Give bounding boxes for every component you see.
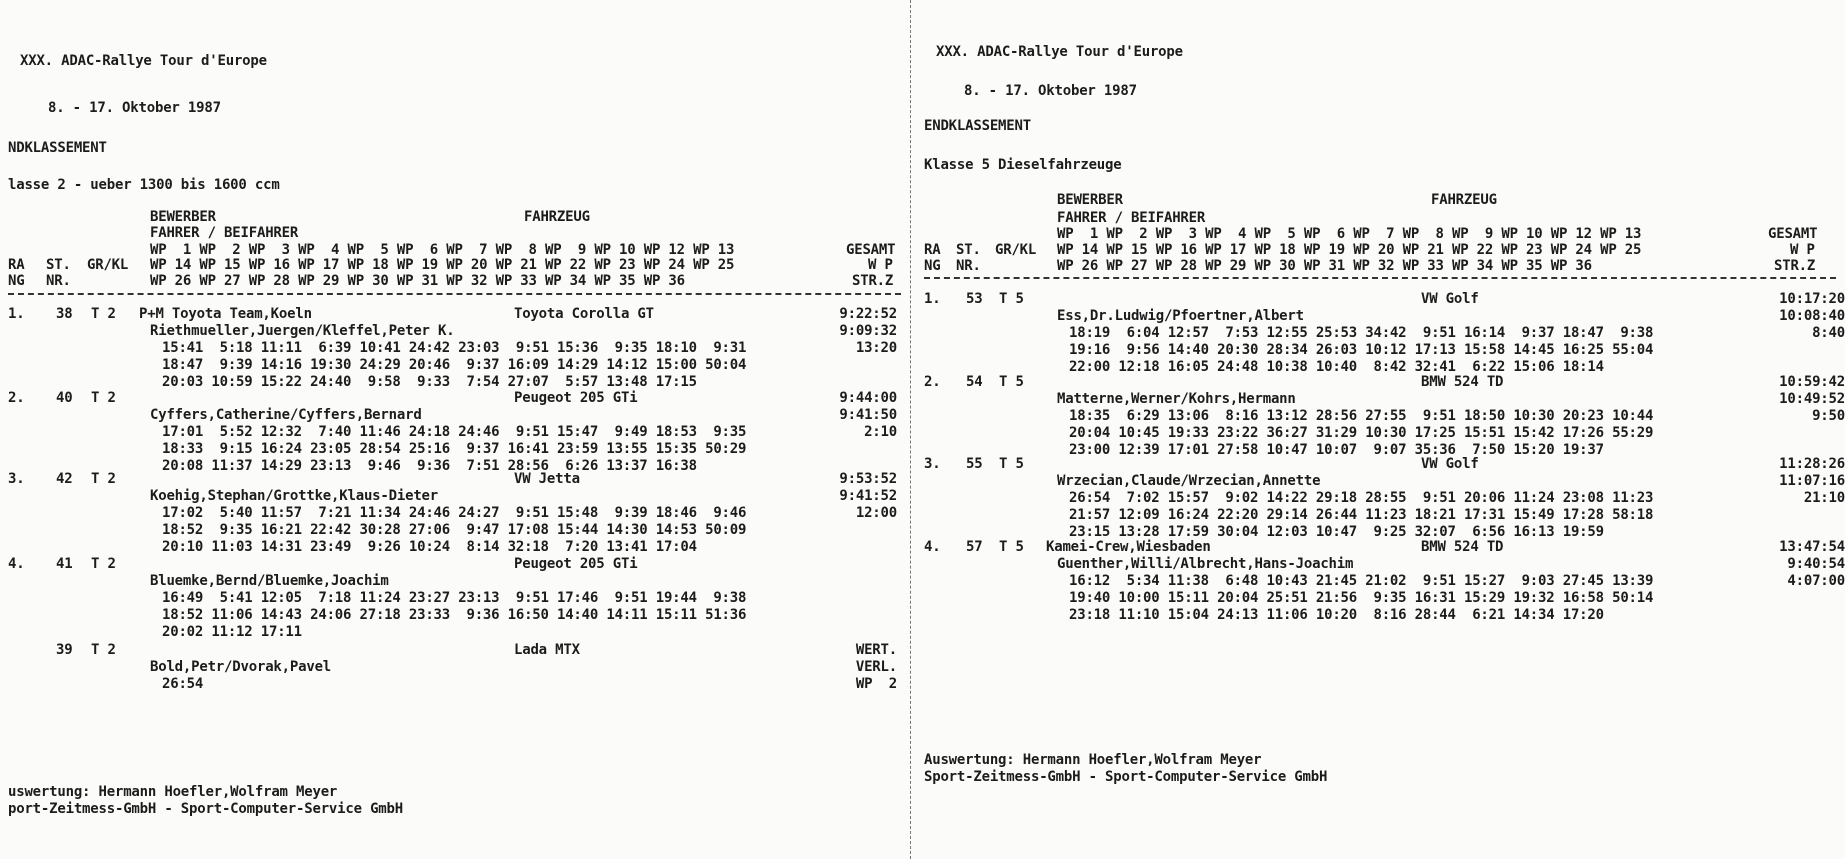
entry-times-row: 23:00 12:39 17:01 27:58 10:47 10:07 9:07 35:36 7:50 15:20 19:37 (1069, 442, 1604, 458)
entry-drivers: Bold,Petr/Dvorak,Pavel (150, 659, 332, 675)
header-strz: STR.Z (1774, 258, 1816, 274)
header-separator (8, 293, 901, 295)
entry-total: 4:07:00 (1787, 573, 1845, 589)
entry-bewerber: Kamei-Crew,Wiesbaden (1046, 539, 1211, 555)
entry-group: T 5 (999, 291, 1024, 307)
header-wp-row2: WP 14 WP 15 WP 16 WP 17 WP 18 WP 19 WP 20 WP 21 WP 22 WP 23 WP 24 WP 25 (1057, 242, 1642, 258)
footer-line: uswertung: Hermann Hoefler,Wolfram Meyer (8, 784, 338, 800)
entry-total: 10:49:52 (1779, 391, 1845, 407)
entry-total: 8:40 (1812, 325, 1845, 341)
entry-fahrzeug: VW Golf (1421, 456, 1479, 472)
footer-line: port-Zeitmess-GmbH - Sport-Computer-Service GmbH (8, 801, 403, 817)
entry-times-row: 15:41 5:18 11:11 6:39 10:41 24:42 23:03 9:51 15:36 9:35 18:10 9:31 (162, 340, 747, 356)
section-title: ENDKLASSEMENT (924, 118, 1031, 134)
entry-start-no: 40 (56, 390, 73, 406)
entry-start-no: 57 (966, 539, 983, 555)
header-st: ST. (46, 257, 71, 273)
entry-group: T 2 (91, 471, 116, 487)
entry-times-row: 22:00 12:18 16:05 24:48 10:38 10:40 8:42 32:41 6:22 15:06 18:14 (1069, 359, 1604, 375)
entry-start-no: 42 (56, 471, 73, 487)
entry-bewerber: P+M Toyota Team,Koeln (139, 306, 312, 322)
entry-times-row: 20:04 10:45 19:33 23:22 36:27 31:29 10:30 17:25 15:51 15:42 17:26 55:29 (1069, 425, 1654, 441)
entry-times-row: 20:02 11:12 17:11 (162, 624, 302, 640)
entry-times-row: 23:15 13:28 17:59 30:04 12:03 10:47 9:25 32:07 6:56 16:13 19:59 (1069, 524, 1604, 540)
header-st: ST. (956, 242, 981, 258)
entry-times-row: 26:54 7:02 15:57 9:02 14:22 29:18 28:55 9:51 20:06 11:24 23:08 11:23 (1069, 490, 1654, 506)
entry-times-row: 20:03 10:59 15:22 24:40 9:58 9:33 7:54 27:07 5:57 13:48 17:15 (162, 374, 697, 390)
entry-group: T 2 (91, 390, 116, 406)
entry-fahrzeug: Toyota Corolla GT (514, 306, 654, 322)
entry-total: 9:41:52 (839, 488, 897, 504)
entry-total: 10:17:20 (1779, 291, 1845, 307)
header-bewerber: BEWERBER (150, 209, 216, 225)
entry-group: T 5 (999, 539, 1024, 555)
class-title: Klasse 5 Dieselfahrzeuge (924, 157, 1122, 173)
header-wp-row3: WP 26 WP 27 WP 28 WP 29 WP 30 WP 31 WP 32 WP 33 WP 34 WP 35 WP 36 (150, 273, 685, 289)
header-ng: NG (924, 258, 941, 274)
entry-times-row: 19:40 10:00 15:11 20:04 25:51 21:56 9:35 16:31 15:29 19:32 16:58 50:14 (1069, 590, 1654, 606)
entry-drivers: Ess,Dr.Ludwig/Pfoertner,Albert (1057, 308, 1304, 324)
entry-total: 9:41:50 (839, 407, 897, 423)
entry-drivers: Riethmueller,Juergen/Kleffel,Peter K. (150, 323, 455, 339)
header-ng: NG (8, 273, 25, 289)
header-wp-row2: WP 14 WP 15 WP 16 WP 17 WP 18 WP 19 WP 20 WP 21 WP 22 WP 23 WP 24 WP 25 (150, 257, 735, 273)
entry-total: 10:08:40 (1779, 308, 1845, 324)
entry-group: T 2 (91, 306, 116, 322)
entry-times-row: 18:19 6:04 12:57 7:53 12:55 25:53 34:42 9:51 16:14 9:37 18:47 9:38 (1069, 325, 1654, 341)
header-wp-row1: WP 1 WP 2 WP 3 WP 4 WP 5 WP 6 WP 7 WP 8 WP 9 WP 10 WP 12 WP 13 (1057, 226, 1642, 242)
entry-times-row: 17:02 5:40 11:57 7:21 11:34 24:46 24:27 9:51 15:48 9:39 18:46 9:46 (162, 505, 747, 521)
entry-start-no: 39 (56, 642, 73, 658)
entry-times-row: 20:08 11:37 14:29 23:13 9:46 9:36 7:51 28:56 6:26 13:37 16:38 (162, 458, 697, 474)
event-title: XXX. ADAC-Rallye Tour d'Europe (20, 53, 267, 69)
entry-rank: 1. (924, 291, 941, 307)
entry-rank: 3. (924, 456, 941, 472)
event-dates: 8. - 17. Oktober 1987 (48, 100, 221, 116)
section-title: NDKLASSEMENT (8, 140, 107, 156)
entry-times-row: 18:33 9:15 16:24 23:05 28:54 25:16 9:37 16:41 23:59 13:55 15:35 50:29 (162, 441, 747, 457)
entry-total: 9:40:54 (1787, 556, 1845, 572)
entry-fahrzeug: BMW 524 TD (1421, 539, 1504, 555)
entry-times-row: 16:49 5:41 12:05 7:18 11:24 23:27 23:13 9:51 17:46 9:51 19:44 9:38 (162, 590, 747, 606)
entry-start-no: 41 (56, 556, 73, 572)
entry-group: T 5 (999, 456, 1024, 472)
page-divider (910, 0, 911, 859)
header-fahrer: FAHRER / BEIFAHRER (150, 225, 299, 241)
entry-drivers: Wrzecian,Claude/Wrzecian,Annette (1057, 473, 1321, 489)
entry-total: 11:28:26 (1779, 456, 1845, 472)
header-fahrer: FAHRER / BEIFAHRER (1057, 210, 1206, 226)
header-fahrzeug: FAHRZEUG (524, 209, 590, 225)
entry-fahrzeug: Peugeot 205 GTi (514, 556, 638, 572)
header-nr: NR. (956, 258, 981, 274)
entry-total: 11:07:16 (1779, 473, 1845, 489)
entry-fahrzeug: Peugeot 205 GTi (514, 390, 638, 406)
entry-times-row: 18:47 9:39 14:16 19:30 24:29 20:46 9:37 16:09 14:29 14:12 15:00 50:04 (162, 357, 747, 373)
event-title: XXX. ADAC-Rallye Tour d'Europe (936, 44, 1183, 60)
entry-times-row: 26:54 (162, 676, 204, 692)
header-gesamt: GESAMT (1768, 226, 1818, 242)
entry-drivers: Bluemke,Bernd/Bluemke,Joachim (150, 573, 389, 589)
entry-total: VERL. (855, 659, 897, 675)
entry-total: 2:10 (864, 424, 897, 440)
header-grkl: GR/KL (87, 257, 129, 273)
entry-fahrzeug: VW Golf (1421, 291, 1479, 307)
event-dates: 8. - 17. Oktober 1987 (964, 83, 1137, 99)
entry-total: 9:53:52 (839, 471, 897, 487)
entry-total: 12:00 (855, 505, 897, 521)
entry-total: 13:47:54 (1779, 539, 1845, 555)
entry-total: 10:59:42 (1779, 374, 1845, 390)
entry-group: T 5 (999, 374, 1024, 390)
entry-total: 9:50 (1812, 408, 1845, 424)
entry-total: 9:22:52 (839, 306, 897, 322)
entry-group: T 2 (91, 642, 116, 658)
entry-times-row: 23:18 11:10 15:04 24:13 11:06 10:20 8:16 28:44 6:21 14:34 17:20 (1069, 607, 1604, 623)
header-wp: W P (868, 257, 893, 273)
entry-drivers: Guenther,Willi/Albrecht,Hans-Joachim (1057, 556, 1354, 572)
header-grkl: GR/KL (995, 242, 1037, 258)
entry-drivers: Matterne,Werner/Kohrs,Hermann (1057, 391, 1296, 407)
entry-times-row: 20:10 11:03 14:31 23:49 9:26 10:24 8:14 32:18 7:20 13:41 17:04 (162, 539, 697, 555)
header-ra: RA (924, 242, 941, 258)
entry-rank: 3. (8, 471, 25, 487)
entry-drivers: Cyffers,Catherine/Cyffers,Bernard (150, 407, 422, 423)
entry-start-no: 38 (56, 306, 73, 322)
entry-times-row: 21:57 12:09 16:24 22:20 29:14 26:44 11:23 18:21 17:31 15:49 17:28 58:18 (1069, 507, 1654, 523)
entry-rank: 4. (924, 539, 941, 555)
entry-rank: 1. (8, 306, 25, 322)
left-page (0, 0, 905, 859)
entry-drivers: Koehig,Stephan/Grottke,Klaus-Dieter (150, 488, 439, 504)
entry-start-no: 53 (966, 291, 983, 307)
entry-fahrzeug: VW Jetta (514, 471, 580, 487)
entry-times-row: 18:52 9:35 16:21 22:42 30:28 27:06 9:47 17:08 15:44 14:30 14:53 50:09 (162, 522, 747, 538)
entry-total: WP 2 (855, 676, 897, 692)
header-ra: RA (8, 257, 25, 273)
entry-times-row: 19:16 9:56 14:40 20:30 28:34 26:03 10:12 17:13 15:58 14:45 16:25 55:04 (1069, 342, 1654, 358)
entry-total: WERT. (855, 642, 897, 658)
header-wp-row3: WP 26 WP 27 WP 28 WP 29 WP 30 WP 31 WP 32 WP 33 WP 34 WP 35 WP 36 (1057, 258, 1592, 274)
header-wp: W P (1790, 242, 1815, 258)
header-nr: NR. (46, 273, 71, 289)
entry-total: 9:09:32 (839, 323, 897, 339)
right-page (918, 0, 1845, 859)
entry-rank: 4. (8, 556, 25, 572)
footer-line: Sport-Zeitmess-GmbH - Sport-Computer-Service GmbH (924, 769, 1328, 785)
header-wp-row1: WP 1 WP 2 WP 3 WP 4 WP 5 WP 6 WP 7 WP 8 WP 9 WP 10 WP 12 WP 13 (150, 242, 735, 258)
entry-group: T 2 (91, 556, 116, 572)
header-fahrzeug: FAHRZEUG (1431, 192, 1497, 208)
entry-fahrzeug: BMW 524 TD (1421, 374, 1504, 390)
entry-start-no: 54 (966, 374, 983, 390)
header-bewerber: BEWERBER (1057, 192, 1123, 208)
entry-total: 9:44:00 (839, 390, 897, 406)
entry-fahrzeug: Lada MTX (514, 642, 580, 658)
entry-times-row: 16:12 5:34 11:38 6:48 10:43 21:45 21:02 9:51 15:27 9:03 27:45 13:39 (1069, 573, 1654, 589)
header-gesamt: GESAMT (846, 242, 896, 258)
footer-line: Auswertung: Hermann Hoefler,Wolfram Meyer (924, 752, 1262, 768)
entry-total: 21:10 (1803, 490, 1845, 506)
entry-times-row: 18:52 11:06 14:43 24:06 27:18 23:33 9:36 16:50 14:40 14:11 15:11 51:36 (162, 607, 747, 623)
entry-times-row: 17:01 5:52 12:32 7:40 11:46 24:18 24:46 9:51 15:47 9:49 18:53 9:35 (162, 424, 747, 440)
header-strz: STR.Z (852, 273, 894, 289)
entry-rank: 2. (8, 390, 25, 406)
entry-times-row: 18:35 6:29 13:06 8:16 13:12 28:56 27:55 9:51 18:50 10:30 20:23 10:44 (1069, 408, 1654, 424)
entry-rank: 2. (924, 374, 941, 390)
class-title: lasse 2 - ueber 1300 bis 1600 ccm (8, 177, 280, 193)
entry-start-no: 55 (966, 456, 983, 472)
header-separator (924, 277, 1836, 279)
entry-total: 13:20 (855, 340, 897, 356)
